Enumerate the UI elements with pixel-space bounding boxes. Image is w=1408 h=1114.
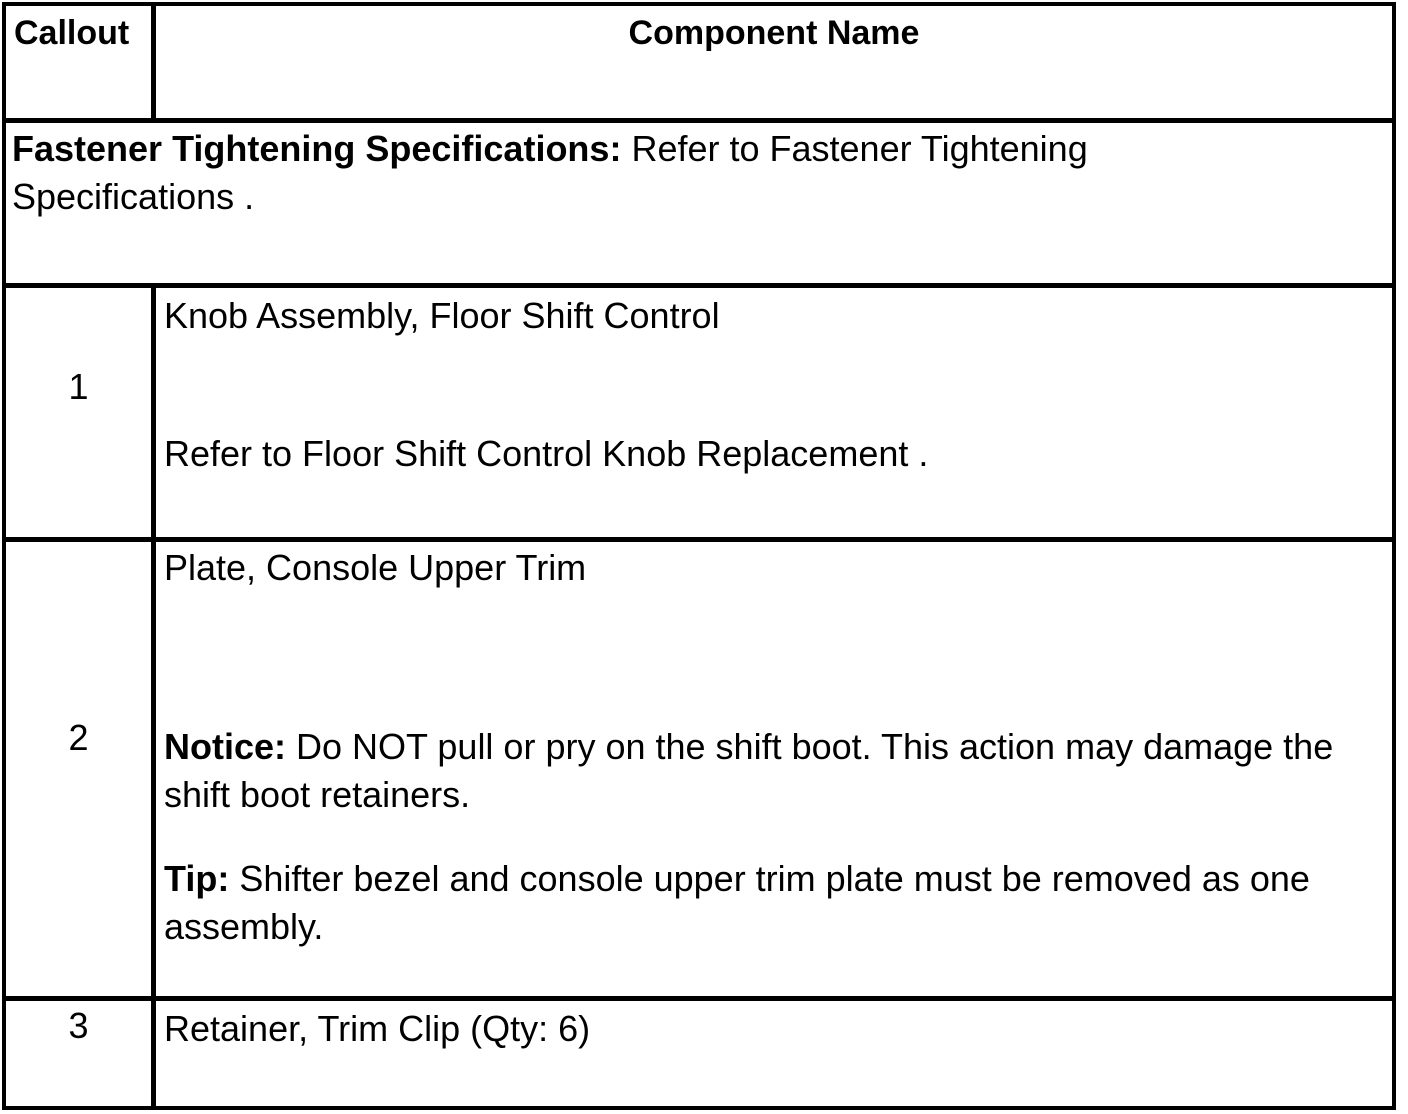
notice-text [164, 723, 1372, 819]
table-row [6, 996, 1392, 1106]
component-cell [156, 1001, 1392, 1106]
header-name-cell [156, 6, 1392, 118]
header-component-name: Component Name [628, 14, 920, 52]
specs-text [12, 125, 1192, 221]
tip-text [164, 855, 1372, 951]
table-row [6, 537, 1392, 996]
callout-number: 2 [68, 717, 89, 758]
specs-reference: Refer to Fastener Tightening Specifications . [12, 128, 1088, 217]
component-name: Retainer, Trim Clip (Qty: 6) [164, 1008, 591, 1049]
notice-body: Do NOT pull or pry on the shift boot. This action may damage the shift boot retainers. [164, 726, 1334, 815]
component-table [2, 2, 1396, 1110]
header-callout: Callout [14, 14, 130, 52]
callout-cell [6, 542, 156, 996]
header-row [6, 6, 1392, 118]
specs-row [6, 118, 1392, 283]
callout-number: 3 [68, 1005, 89, 1046]
component-cell [156, 288, 1392, 537]
component-reference: Refer to Floor Shift Control Knob Replacement . [164, 433, 929, 474]
notice-label: Notice: [164, 726, 287, 767]
header-callout-cell [6, 6, 156, 118]
component-name: Plate, Console Upper Trim [164, 547, 587, 588]
tip-body: Shifter bezel and console upper trim plate must be removed as one assembly. [164, 858, 1310, 947]
component-name: Knob Assembly, Floor Shift Control [164, 295, 720, 336]
callout-cell [6, 288, 156, 537]
callout-number: 1 [68, 366, 89, 407]
specs-label: Fastener Tightening Specifications: [12, 128, 622, 169]
table-row [6, 283, 1392, 537]
callout-cell [6, 1001, 156, 1106]
component-cell [156, 542, 1392, 996]
tip-label: Tip: [164, 858, 230, 899]
